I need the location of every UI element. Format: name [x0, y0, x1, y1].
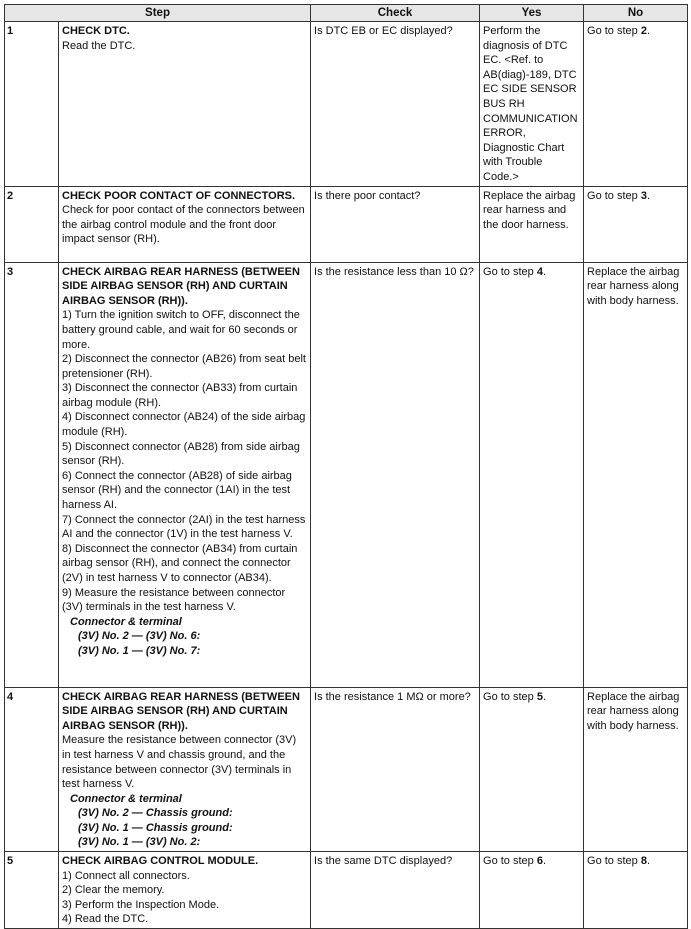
check-cell: Is the resistance 1 MΩ or more? [311, 687, 480, 852]
table-row [5, 852, 688, 929]
yes-suffix: . [542, 265, 547, 278]
check-cell: Is the same DTC displayed? [311, 852, 480, 929]
connector-terminal-item: (3V) No. 2 — Chassis ground: [78, 807, 233, 820]
table-row [5, 22, 688, 187]
step-cell [59, 186, 311, 262]
step-item: 9) Measure the resistance between connector (3V) terminals in the test harness V. [62, 586, 286, 614]
connector-terminal-title: Connector & terminal [70, 792, 182, 805]
no-suffix: . [646, 855, 651, 868]
step-number: 5 [5, 852, 59, 929]
yes-step-link[interactable]: 4 [536, 265, 543, 278]
connector-terminal-item: (3V) No. 1 — Chassis ground: [78, 821, 233, 834]
no-cell: Replace the airbag rear harness along with body harness. [584, 262, 688, 687]
header-no: No [584, 5, 688, 22]
no-step-link[interactable]: 3 [640, 189, 647, 202]
step-title: CHECK POOR CONTACT OF CONNECTORS. [62, 189, 296, 202]
no-cell [584, 852, 688, 929]
yes-step-link[interactable]: 6 [536, 855, 543, 868]
header-yes: Yes [480, 5, 584, 22]
check-cell: Is the resistance less than 10 Ω? [311, 262, 480, 687]
step-item: 4) Read the DTC. [62, 913, 149, 926]
step-title: CHECK AIRBAG CONTROL MODULE. [62, 855, 259, 868]
step-item: 5) Disconnect connector (AB28) from side airbag sensor (RH). [62, 440, 300, 468]
step-number: 3 [5, 262, 59, 687]
yes-cell [480, 852, 584, 929]
step-item: 7) Connect the connector (2AI) in the test harness AI and the connector (1V) in the test harness V. [62, 513, 306, 541]
step-cell [59, 687, 311, 852]
connector-terminal-title: Connector & terminal [70, 615, 182, 628]
header-row [5, 5, 688, 22]
no-prefix: Go to step [587, 189, 641, 202]
step-title: CHECK AIRBAG REAR HARNESS (BETWEEN SIDE AIRBAG SENSOR (RH) AND CURTAIN AIRBAG SENSOR (RH)). [62, 690, 300, 732]
yes-suffix: . [542, 855, 547, 868]
step-item: 1) Turn the ignition switch to OFF, disconnect the battery ground cable, and wait for 60 seconds or more. [62, 309, 300, 351]
diagnostic-table [4, 4, 688, 929]
step-cell [59, 262, 311, 687]
step-cell [59, 852, 311, 929]
step-item: 3) Disconnect the connector (AB33) from curtain airbag module (RH). [62, 382, 298, 409]
step-number: 4 [5, 687, 59, 852]
check-cell: Is DTC EB or EC displayed? [311, 22, 480, 187]
no-suffix: . [646, 189, 651, 202]
yes-prefix: Go to step [483, 265, 537, 278]
no-prefix: Go to step [587, 25, 641, 37]
step-item: 3) Perform the Inspection Mode. [62, 898, 220, 911]
step-item: 1) Connect all connectors. [62, 869, 190, 882]
step-text: Check for poor contact of the connectors between the airbag control module and the front door impact sensor (RH). [62, 204, 305, 246]
no-step-link[interactable]: 2 [640, 25, 647, 37]
yes-suffix: . [542, 690, 547, 703]
step-item: 2) Clear the memory. [62, 884, 165, 897]
yes-cell: Replace the airbag rear harness and the door harness. [480, 186, 584, 262]
step-text: Read the DTC. [62, 39, 136, 52]
step-item: 2) Disconnect the connector (AB26) from seat belt pretensioner (RH). [62, 353, 306, 380]
no-step-link[interactable]: 8 [640, 855, 647, 868]
step-item: 4) Disconnect connector (AB24) of the side airbag module (RH). [62, 411, 306, 439]
table-row [5, 687, 688, 852]
yes-step-link[interactable]: 5 [536, 690, 543, 703]
step-text: Measure the resistance between connector (3V) in test harness V and chassis ground, and the resistance between connector (3V) terminals in test harness V. [62, 734, 297, 791]
no-cell: Replace the airbag rear harness along with body harness. [584, 687, 688, 852]
no-prefix: Go to step [587, 855, 641, 868]
no-cell [584, 22, 688, 187]
step-number: 2 [5, 186, 59, 262]
no-cell [584, 186, 688, 262]
no-suffix: . [646, 25, 651, 37]
yes-prefix: Go to step [483, 690, 537, 703]
connector-terminal-item: (3V) No. 1 — (3V) No. 2: [78, 836, 201, 849]
yes-cell [480, 262, 584, 687]
yes-prefix: Go to step [483, 855, 537, 868]
check-cell: Is there poor contact? [311, 186, 480, 262]
step-title: CHECK DTC. [62, 25, 130, 37]
step-title: CHECK AIRBAG REAR HARNESS (BETWEEN SIDE AIRBAG SENSOR (RH) AND CURTAIN AIRBAG SENSOR (RH)). [62, 265, 300, 307]
step-item: 8) Disconnect the connector (AB34) from curtain airbag sensor (RH), and connect the connector (2V) in test harness V to connector (AB34). [62, 542, 298, 584]
yes-cell [480, 687, 584, 852]
yes-cell: Perform the diagnosis of DTC EC. <Ref. to AB(diag)-189, DTC EC SIDE SENSOR BUS RH COMMUNICATION ERROR, Diagnostic Chart with Trouble Code.> [480, 22, 584, 187]
header-check: Check [311, 5, 480, 22]
step-cell [59, 22, 311, 187]
connector-terminal-item: (3V) No. 1 — (3V) No. 7: [78, 644, 201, 657]
step-item: 6) Connect the connector (AB28) of side airbag sensor (RH) and the connector (1AI) in the test harness AI. [62, 469, 292, 512]
connector-terminal-item: (3V) No. 2 — (3V) No. 6: [78, 630, 201, 643]
table-row [5, 186, 688, 262]
header-step: Step [5, 5, 311, 22]
table-row [5, 262, 688, 687]
step-number: 1 [5, 22, 59, 187]
